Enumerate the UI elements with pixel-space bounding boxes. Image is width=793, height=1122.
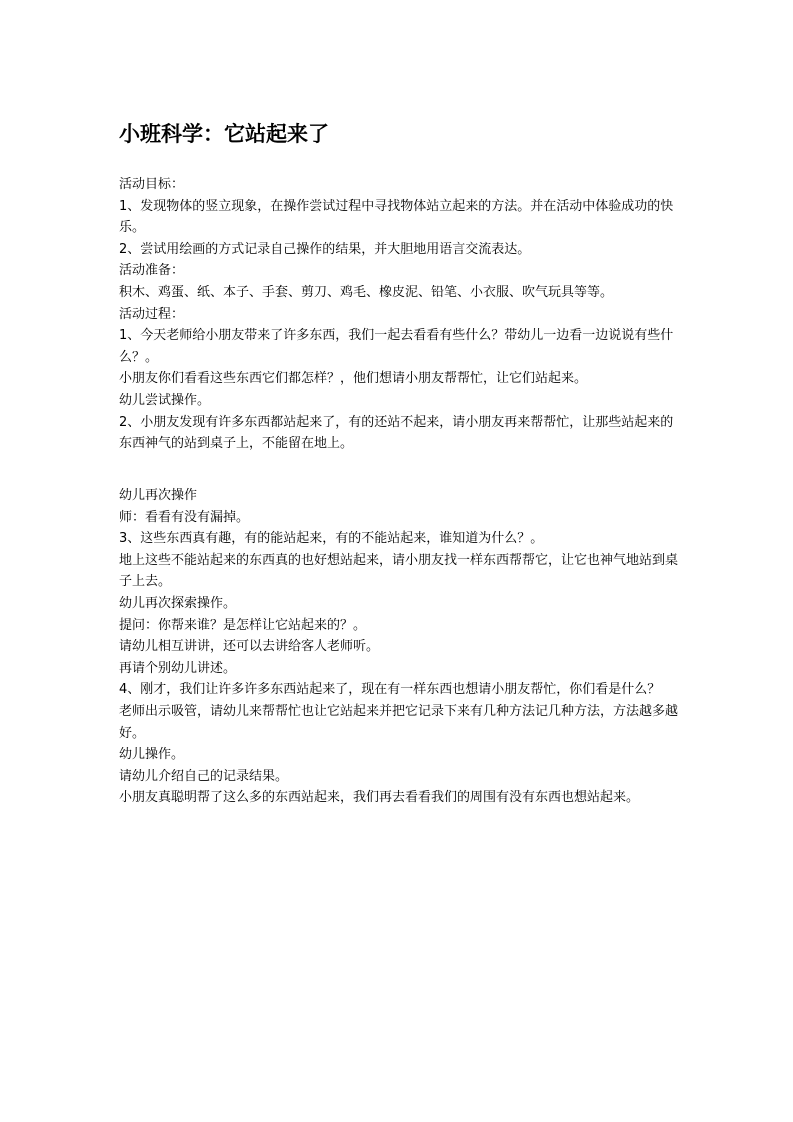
materials-list: 积木、鸡蛋、纸、本子、手套、剪刀、鸡毛、橡皮泥、铅笔、小衣服、吹气玩具等等。 [119,284,614,300]
teacher-check: 师：看看有没有漏掉。 [119,509,250,525]
activity-section-2 [119,485,684,809]
document-title: 小班科学：它站起来了 [119,121,329,146]
step-3: 3、这些东西真有趣，有的能站起来，有的不能站起来，谁知道为什么？。 [119,531,544,547]
step-1-prompt: 小朋友你们看看这些东西它们都怎样？，他们想请小朋友帮帮忙，让它们站起来。 [119,371,588,387]
step-4-results: 请幼儿介绍自己的记录结果。 [119,768,289,784]
repeat-operation: 幼儿再次操作 [119,488,198,503]
goal-2: 2、尝试用绘画的方式记录自己操作的结果，并大胆地用语言交流表达。 [119,241,531,257]
goal-1: 1、发现物体的竖立现象，在操作尝试过程中寻找物体站立起来的方法。并在活动中体验成功的快乐。 [119,198,674,236]
activity-section-1 [119,174,684,455]
step-4-operate: 幼儿操作。 [119,747,185,763]
step-3-prompt: 地上这些不能站起来的东西真的也好想站起来，请小朋友找一样东西帮帮它，让它也神气地站到桌子上去。 [119,552,679,590]
step-3-present: 再请个别幼儿讲述。 [119,660,237,676]
heading-preparation: 活动准备： [119,263,185,279]
heading-goals: 活动目标： [119,177,185,192]
step-1-action: 幼儿尝试操作。 [119,392,211,408]
step-4-straw: 老师出示吸管，请幼儿来帮帮忙也让它站起来并把它记录下来有几种方法记几种方法，方法越多越好。 [119,703,679,741]
heading-process: 活动过程： [119,306,185,322]
step-3-question: 提问：你帮来谁？是怎样让它站起来的？。 [119,617,367,633]
step-1: 1、今天老师给小朋友带来了许多东西，我们一起去看看有些什么？带幼儿一边看一边说说有些什么？。 [119,328,674,365]
step-2: 2、小朋友发现有许多东西都站起来了，有的还站不起来，请小朋友再来帮帮忙，让那些站起来的东西神气的站到桌子上，不能留在地上。 [119,414,674,452]
closing: 小朋友真聪明帮了这么多的东西站起来，我们再去看看我们的周围有没有东西也想站起来。 [119,790,640,806]
step-3-discuss: 请幼儿相互讲讲，还可以去讲给客人老师听。 [119,639,380,655]
step-3-explore: 幼儿再次探索操作。 [119,595,237,611]
step-4: 4、刚才，我们让许多许多东西站起来了，现在有一样东西也想请小朋友帮忙，你们看是什么？ [119,682,661,698]
